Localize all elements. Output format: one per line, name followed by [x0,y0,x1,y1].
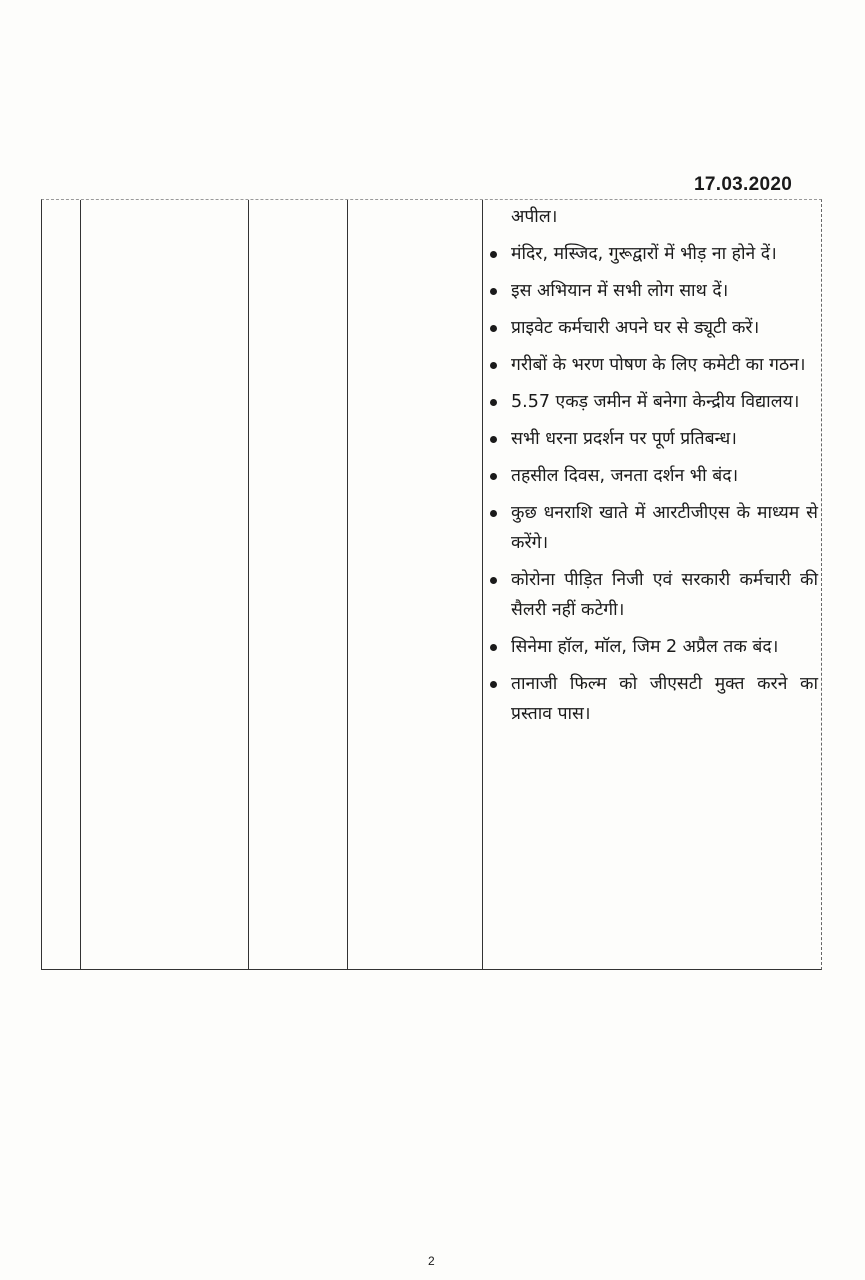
list-item-text: कुछ धनराशि खाते में आरटीजीएस के माध्यम से करेंगे। [511,503,818,553]
list-item-text: मंदिर, मस्जिद, गुरूद्वारों में भीड़ ना होने दें। [511,244,777,264]
page-number: 2 [428,1254,435,1268]
bullet-icon [490,362,497,369]
bullet-icon [490,399,497,406]
list-item [482,239,818,269]
list-item [482,498,818,558]
news-table [41,199,822,970]
bullet-icon [490,325,497,332]
continued-text: अपील। [511,207,558,227]
bullet-icon [490,288,497,295]
list-item-text: इस अभियान में सभी लोग साथ दें। [511,281,729,301]
list-item [482,350,818,380]
bullet-icon [490,473,497,480]
list-item [482,632,818,662]
list-item [482,424,818,454]
list-item-text: तहसील दिवस, जनता दर्शन भी बंद। [511,466,739,486]
list-item [482,313,818,343]
bullet-icon [490,681,497,688]
list-item [482,276,818,306]
list-item-text: सभी धरना प्रदर्शन पर पूर्ण प्रतिबन्ध। [511,429,737,449]
column-divider-2 [248,200,249,969]
bullet-icon [490,436,497,443]
list-item [482,387,818,417]
column-divider-3 [347,200,348,969]
headline-column [482,202,818,729]
bullet-icon [490,577,497,584]
list-item-text: कोरोना पीड़ित निजी एवं सरकारी कर्मचारी की सैलरी नहीं कटेगी। [511,570,818,620]
document-date: 17.03.2020 [694,174,793,195]
list-item [482,461,818,491]
column-divider-1 [80,200,81,969]
list-item-text: सिनेमा हॉल, मॉल, जिम 2 अप्रैल तक बंद। [511,637,779,657]
list-item [482,565,818,625]
bullet-icon [490,251,497,258]
bullet-icon [490,644,497,651]
list-item-text: तानाजी फिल्म को जीएसटी मुक्त करने का प्रस्ताव पास। [511,674,818,724]
list-item-text: गरीबों के भरण पोषण के लिए कमेटी का गठन। [511,355,806,375]
list-item-text: प्राइवेट कर्मचारी अपने घर से ड्यूटी करें। [511,318,760,338]
list-item-text: 5.57 एकड़ जमीन में बनेगा केन्द्रीय विद्यालय। [511,392,800,412]
list-item [482,669,818,729]
bullet-icon [490,510,497,517]
